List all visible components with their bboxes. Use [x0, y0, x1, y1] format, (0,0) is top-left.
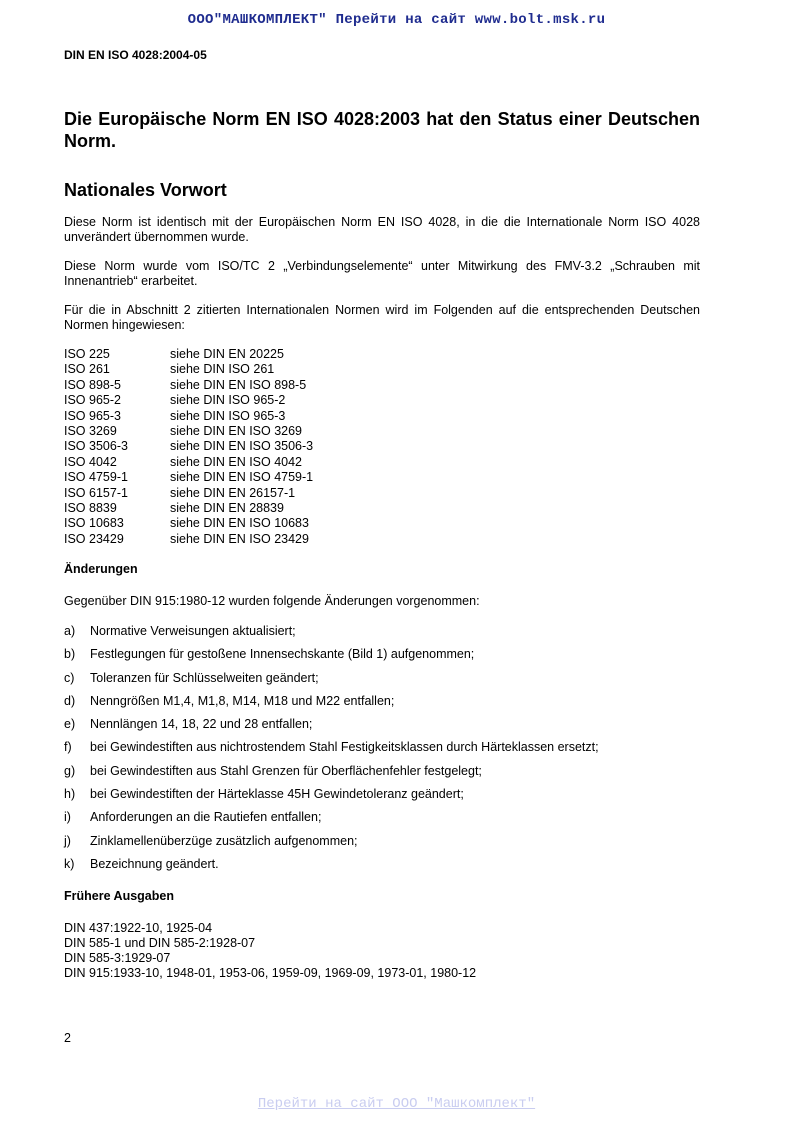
list-item: [64, 810, 599, 833]
list-item-text: Zinklamellenüberzüge zusätzlich aufgenommen;: [90, 833, 358, 848]
reference-iso: ISO 965-3: [64, 408, 121, 423]
reference-row: [64, 378, 313, 393]
list-item: [64, 717, 599, 740]
reference-iso: ISO 10683: [64, 516, 124, 531]
status-statement: Die Europäische Norm EN ISO 4028:2003 hat den Status einer Deutschen Norm.: [64, 109, 700, 151]
paragraph-references-intro: Für die in Abschnitt 2 zitierten Internationalen Normen wird im Folgenden auf die entsprechenden Deutschen Normen hingewiesen:: [64, 303, 700, 332]
edition-line: DIN 585-1 und DIN 585-2:1928-07: [64, 936, 256, 950]
list-item-text: Toleranzen für Schlüsselweiten geändert;: [90, 670, 319, 685]
section-title: Nationales Vorwort: [64, 180, 227, 200]
reference-row: [64, 516, 313, 531]
reference-row: [64, 470, 313, 485]
paragraph-committee: Diese Norm wurde vom ISO/TC 2 „Verbindungselemente“ unter Mitwirkung des FMV-3.2 „Schrauben mit Innenantrieb“ erarbeitet.: [64, 259, 700, 288]
reference-row: [64, 409, 313, 424]
list-item-text: Bezeichnung geändert.: [90, 856, 219, 871]
reference-table: [64, 347, 313, 547]
reference-iso: ISO 4042: [64, 454, 117, 469]
reference-din: siehe DIN EN ISO 3506-3: [170, 439, 314, 454]
list-item-letter: j): [64, 833, 71, 848]
reference-row: [64, 424, 313, 439]
reference-row: [64, 532, 313, 547]
changes-intro: Gegenüber DIN 915:1980-12 wurden folgende Änderungen vorgenommen:: [64, 594, 480, 608]
list-item-text: Nennlängen 14, 18, 22 und 28 entfallen;: [90, 717, 313, 732]
reference-din: siehe DIN ISO 965-2: [170, 393, 286, 408]
list-item-letter: e): [64, 717, 76, 732]
reference-iso: ISO 965-2: [64, 393, 121, 408]
reference-iso: ISO 3506-3: [64, 439, 128, 454]
reference-iso: ISO 6157-1: [64, 485, 128, 500]
reference-row: [64, 347, 313, 362]
reference-din: siehe DIN ISO 261: [170, 362, 275, 377]
list-item: [64, 740, 599, 763]
edition-line: DIN 915:1933-10, 1948-01, 1953-06, 1959-09, 1969-09, 1973-01, 1980-12: [64, 966, 477, 980]
reference-din: siehe DIN EN 20225: [170, 347, 284, 361]
list-item-letter: i): [64, 810, 71, 825]
list-item-letter: k): [64, 856, 75, 871]
list-item-letter: d): [64, 693, 76, 708]
list-item: [64, 671, 599, 694]
list-item: [64, 787, 599, 810]
paragraph-identity: Diese Norm ist identisch mit der Europäischen Norm EN ISO 4028, in die die Internationale Norm ISO 4028 unverändert übernommen wurde.: [64, 215, 700, 244]
reference-iso: ISO 4759-1: [64, 470, 128, 485]
reference-din: siehe DIN EN ISO 4042: [170, 454, 303, 469]
list-item-letter: b): [64, 647, 76, 662]
reference-din: siehe DIN EN ISO 898-5: [170, 377, 307, 392]
reference-din: siehe DIN EN ISO 4759-1: [170, 470, 314, 485]
page-number: 2: [64, 1031, 71, 1045]
reference-din: siehe DIN EN ISO 23429: [170, 531, 309, 546]
reference-iso: ISO 225: [64, 347, 110, 361]
list-item-text: bei Gewindestiften der Härteklasse 45H Gewindetoleranz geändert;: [90, 787, 464, 802]
list-item: [64, 857, 599, 880]
edition-line: DIN 437:1922-10, 1925-04: [64, 921, 213, 935]
list-item: [64, 647, 599, 670]
reference-iso: ISO 3269: [64, 423, 117, 438]
list-item-text: Festlegungen für gestoßene Innensechskante (Bild 1) aufgenommen;: [90, 647, 475, 662]
reference-iso: ISO 8839: [64, 500, 117, 515]
reference-row: [64, 393, 313, 408]
edition-line: DIN 585-3:1929-07: [64, 951, 171, 965]
reference-din: siehe DIN ISO 965-3: [170, 408, 286, 423]
list-item: [64, 834, 599, 857]
reference-iso: ISO 23429: [64, 531, 124, 546]
reference-iso: ISO 898-5: [64, 377, 121, 392]
document-id: DIN EN ISO 4028:2004-05: [64, 48, 207, 62]
editions-heading: Frühere Ausgaben: [64, 889, 174, 903]
list-item-letter: f): [64, 740, 72, 755]
changes-list: [64, 624, 599, 880]
reference-din: siehe DIN EN ISO 3269: [170, 423, 303, 438]
reference-row: [64, 439, 313, 454]
top-banner-link[interactable]: ООО"МАШКОМПЛЕКТ" Перейти на сайт www.bolt.msk.ru: [187, 12, 606, 28]
list-item-letter: g): [64, 763, 76, 778]
list-item-letter: h): [64, 787, 76, 802]
list-item-letter: a): [64, 624, 76, 638]
reference-row: [64, 455, 313, 470]
list-item-text: bei Gewindestiften aus Stahl Grenzen für Oberflächenfehler festgelegt;: [90, 763, 482, 778]
list-item-text: bei Gewindestiften aus nichtrostendem Stahl Festigkeitsklassen durch Härteklassen ersetzt;: [90, 740, 599, 755]
list-item-text: Normative Verweisungen aktualisiert;: [90, 624, 296, 638]
list-item-text: Nenngrößen M1,4, M1,8, M14, M18 und M22 entfallen;: [90, 693, 395, 708]
list-item-text: Anforderungen an die Rautiefen entfallen;: [90, 810, 322, 825]
reference-row: [64, 501, 313, 516]
reference-iso: ISO 261: [64, 362, 110, 377]
changes-heading: Änderungen: [64, 562, 138, 576]
reference-din: siehe DIN EN 26157-1: [170, 485, 296, 500]
reference-din: siehe DIN EN 28839: [170, 500, 284, 515]
reference-din: siehe DIN EN ISO 10683: [170, 516, 309, 531]
reference-row: [64, 362, 313, 377]
editions-list: [64, 921, 476, 981]
list-item: [64, 694, 599, 717]
list-item: [64, 764, 599, 787]
list-item-letter: c): [64, 670, 75, 685]
list-item: [64, 624, 599, 647]
reference-row: [64, 486, 313, 501]
bottom-site-link[interactable]: Перейти на сайт ООО "Машкомплект": [257, 1096, 536, 1112]
